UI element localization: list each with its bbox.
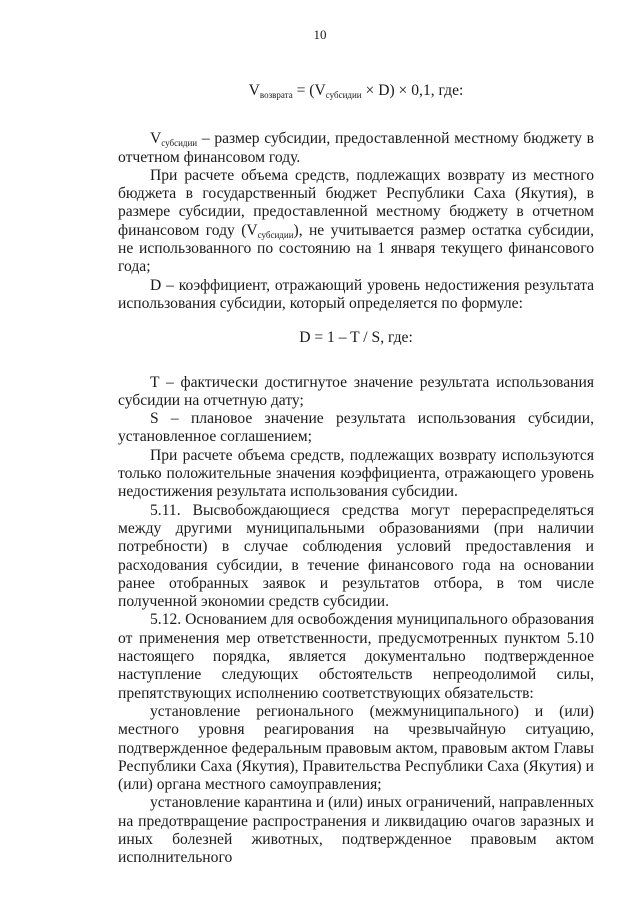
def-v-letter: V bbox=[150, 130, 162, 148]
definition-s: S – плановое значение результата использования субсидии, установленное соглашением; bbox=[118, 410, 594, 446]
paragraph-5-12: 5.12. Основанием для освобождения муниципального образования от применения мер ответственности, предусмотренных пунктом 5.10 настоящего порядка, является документально подтвержденное наступление следующих обстоятельств непреодолимой силы, препятствующих исполнению соответствующих обязательств: bbox=[118, 611, 594, 702]
paragraph-calculation bbox=[118, 167, 594, 277]
formula-v-letter: V bbox=[248, 82, 260, 99]
formula-tail: × D) × 0,1, где: bbox=[361, 82, 464, 99]
formula-subsidy-subscript: субсидии bbox=[325, 90, 362, 100]
calc-subscript: субсидии bbox=[257, 229, 294, 240]
definition-v-subsidy bbox=[118, 130, 594, 167]
calc-text-after: ), не учитывается размер остатка субсидии, не использованного по состоянию на 1 января текущего финансового года; bbox=[118, 221, 594, 276]
paragraph-positive-values: При расчете объема средств, подлежащих возврату используются только положительные значения коэффициента, отражающего уровень недостижения результата использования субсидии. bbox=[118, 446, 594, 501]
formula-coefficient: D = 1 – T / S, где: bbox=[299, 329, 413, 347]
definition-d: D – коэффициент, отражающий уровень недостижения результата использования субсидии, который определяется по формуле: bbox=[118, 276, 594, 312]
page-number: 10 bbox=[313, 27, 327, 42]
definition-t: T – фактически достигнутое значение результата использования субсидии на отчетную дату; bbox=[118, 373, 594, 409]
formula-middle: = (V bbox=[292, 82, 326, 99]
def-v-text: – размер субсидии, предоставленной местному бюджету в отчетном финансовом году. bbox=[118, 130, 594, 166]
document-body bbox=[118, 82, 594, 868]
formula-v-subscript: возврата bbox=[259, 90, 293, 100]
paragraph-quarantine: установление карантина и (или) иных ограничений, направленных на предотвращение распространения и ликвидацию очагов заразных и иных болезней животных, подтвержденное правовым актом исполнительного bbox=[118, 794, 594, 867]
formula-refund-volume bbox=[118, 82, 594, 100]
paragraph-5-11: 5.11. Высвобождающиеся средства могут перераспределяться между другими муниципальными образованиями (при наличии потребности) в случае соблюдения условий предоставления и расходования субсидии, в течение финансового года на основании ранее отобранных заявок и результатов отбора, в том числе полученной экономии средств субсидии. bbox=[118, 501, 594, 611]
paragraph-emergency: установление регионального (межмуниципального) и (или) местного уровня реагирования на чрезвычайную ситуацию, подтвержденное федеральным правовым актом, правовым актом Главы Республики Саха (Якутия), Правительства Республики Саха (Якутия) и (или) органа местного самоуправления; bbox=[118, 702, 594, 794]
calc-text-before: При расчете объема средств, подлежащих возврату из местного бюджета в государственный бюджет Республики Саха (Якутия), в размере субсидии, предоставленной местному бюджету в отчетном финансовом году (V bbox=[118, 166, 594, 239]
def-v-subscript: субсидии bbox=[161, 138, 198, 149]
